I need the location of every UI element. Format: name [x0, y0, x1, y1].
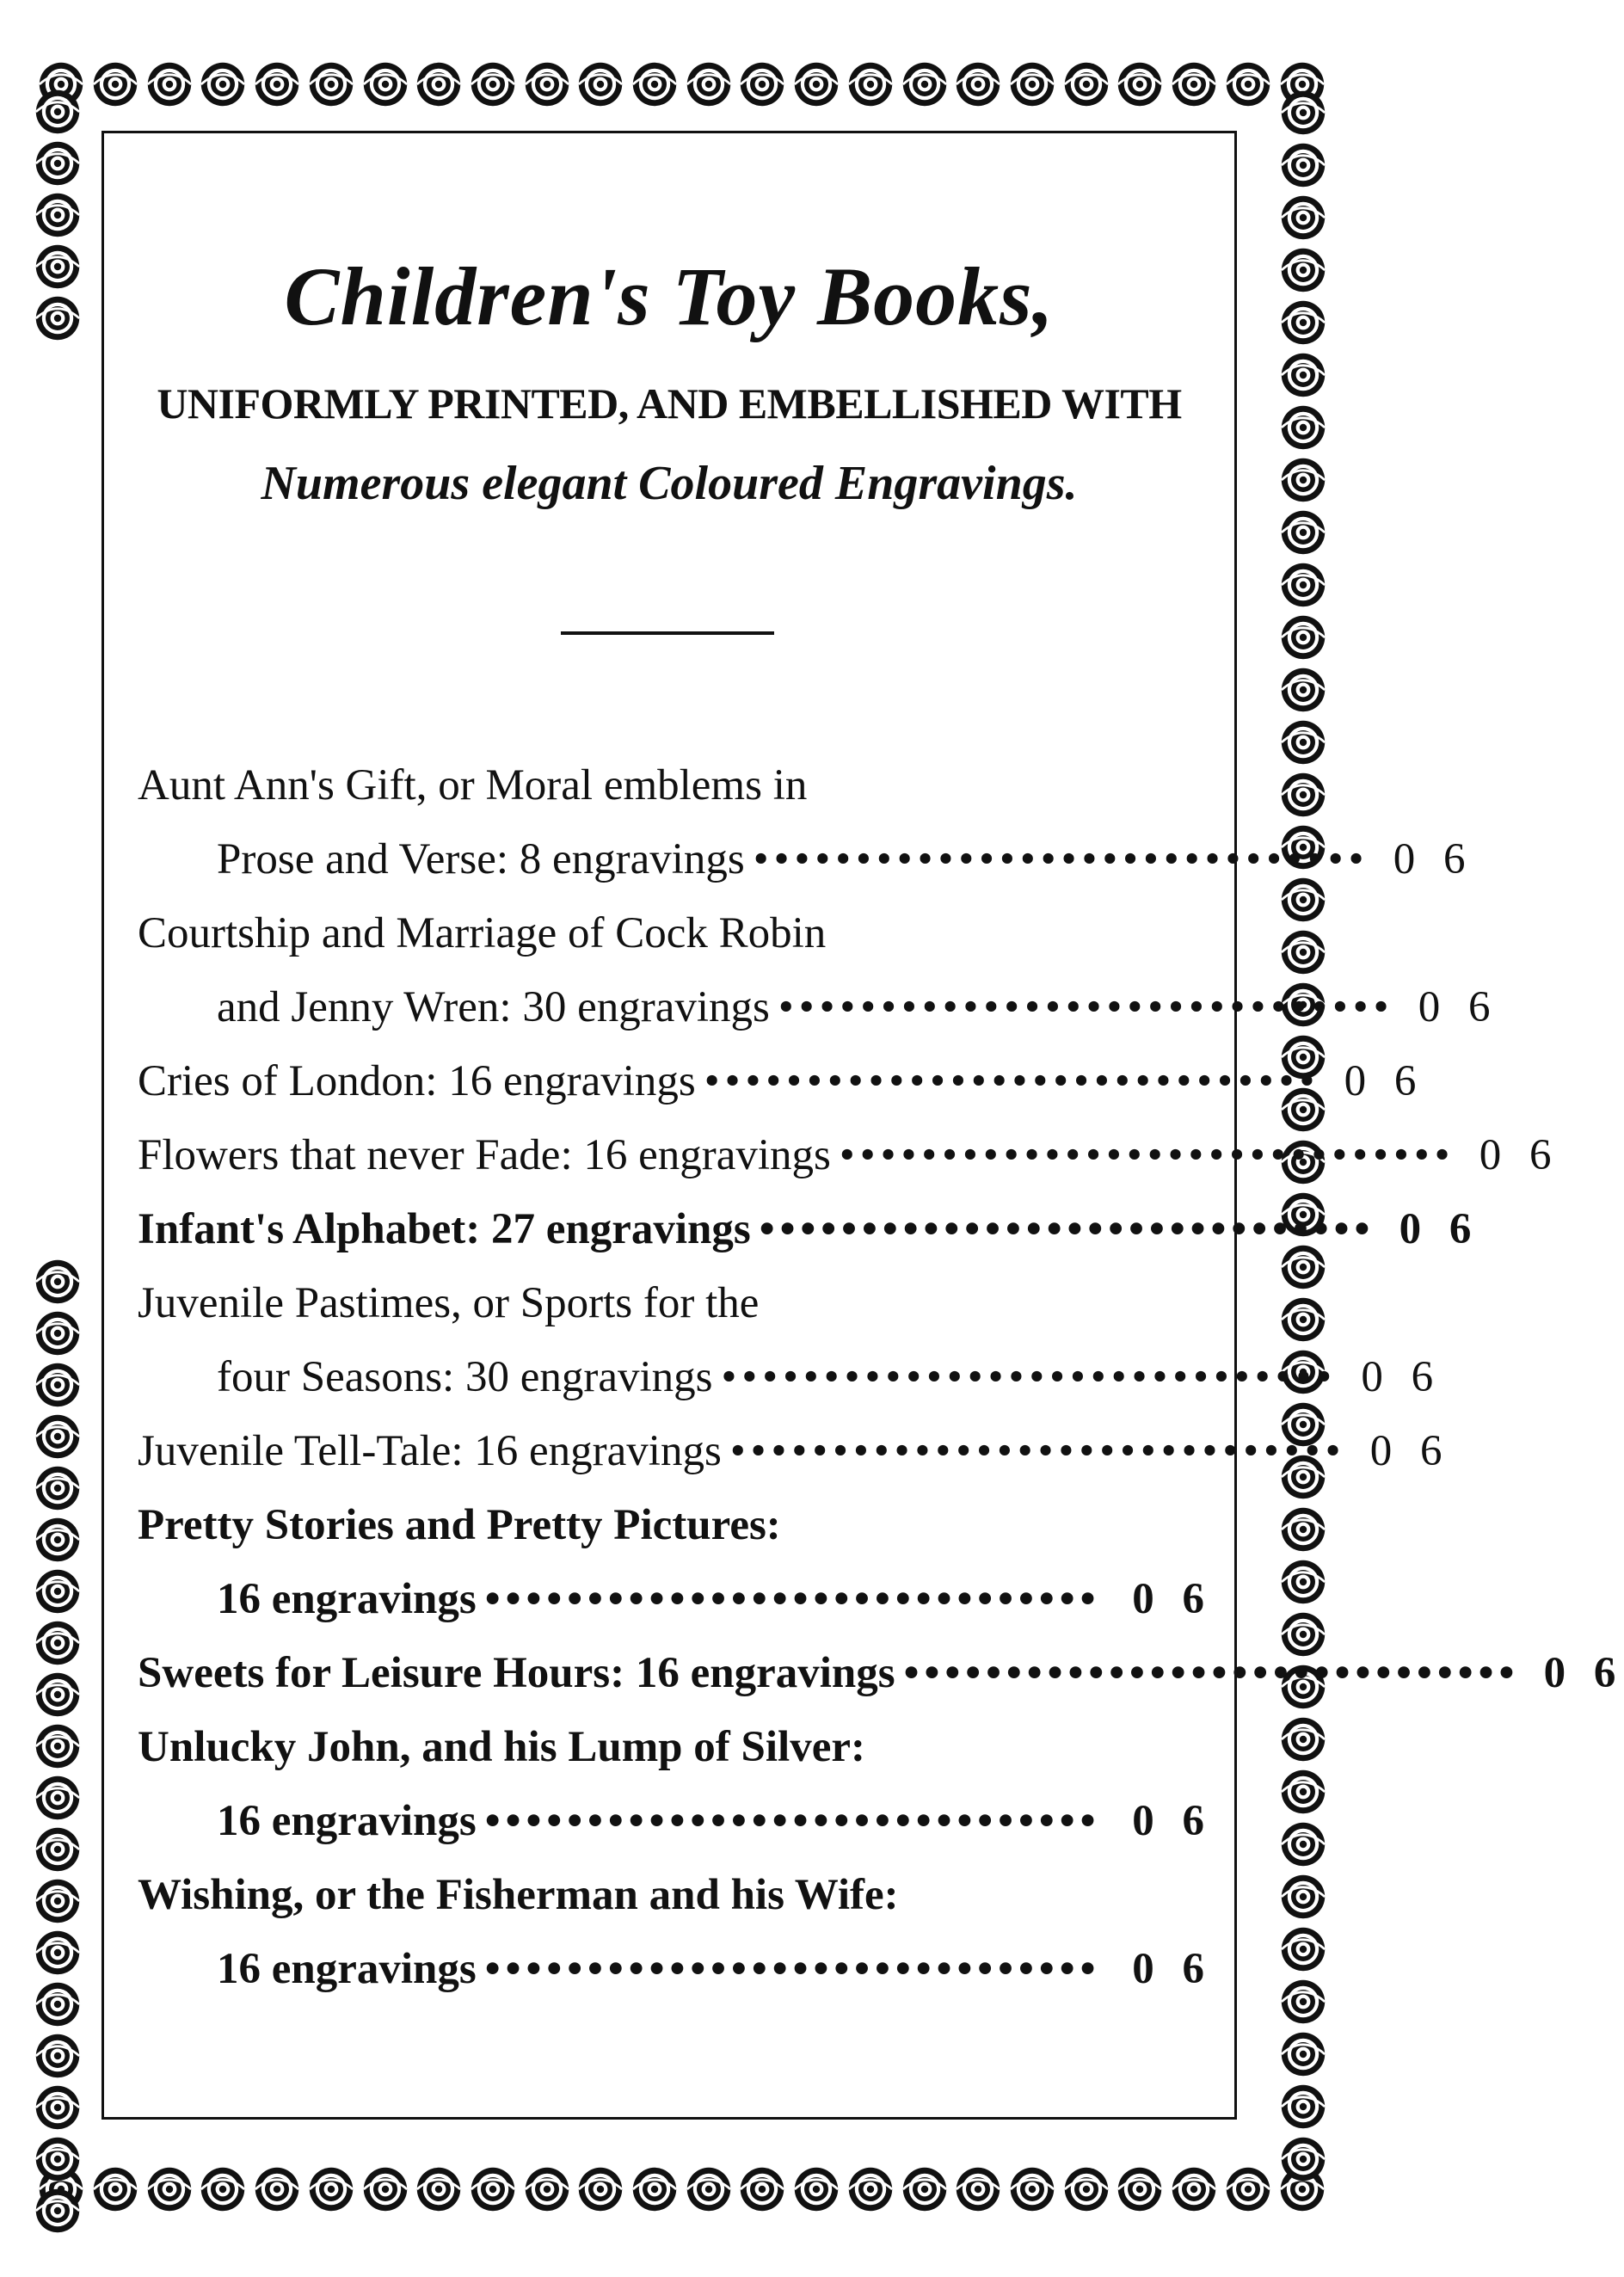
subtitle: UNIFORMLY PRINTED, AND EMBELLISHED WITH [157, 379, 1182, 428]
book-entry [138, 1636, 1624, 1710]
book-entry [138, 1858, 1213, 2006]
rosette-icon [1116, 2165, 1164, 2213]
rosette-icon [34, 1412, 82, 1461]
dot-leader: •••••••••••••••••••••••••••••• [484, 1945, 1101, 1993]
rosette-icon [1062, 60, 1110, 108]
rosette-icon [1279, 1873, 1327, 1921]
rosette-icon [576, 60, 624, 108]
book-title-text: Wishing, or the Fisherman and his Wife: [138, 1871, 899, 1919]
rosette-icon [34, 1309, 82, 1357]
dot-leader: •••••••••••••••••••••••••••••• [484, 1797, 1101, 1845]
book-entry-line [138, 970, 1499, 1044]
rosette-icon [199, 2165, 247, 2213]
book-title-text: four Seasons: 30 engravings [217, 1353, 713, 1401]
rosette-icon [1116, 60, 1164, 108]
rosette-icon [792, 2165, 840, 2213]
rosette-icon [1279, 298, 1327, 347]
rosette-icon [1279, 89, 1327, 137]
book-entry-line [138, 896, 1213, 970]
price: 0 6 [1393, 835, 1474, 883]
price: 0 6 [1543, 1649, 1624, 1697]
rosette-icon [34, 1619, 82, 1667]
rosette-icon [1279, 2083, 1327, 2131]
rosette-icon [738, 2165, 786, 2213]
ornamental-border-bottom [34, 2146, 1329, 2232]
book-title-text: Prose and Verse: 8 engravings [217, 835, 745, 883]
rosette-icon [91, 2165, 139, 2213]
price: 0 6 [1361, 1353, 1443, 1401]
book-entry-line [138, 1266, 1213, 1340]
subtitle-italic: Numerous elegant Coloured Engravings. [261, 457, 1078, 510]
rosette-icon [34, 1929, 82, 1977]
rosette-icon [34, 1774, 82, 1822]
rosette-icon [253, 60, 301, 108]
book-entry [138, 1710, 1213, 1858]
rosette-icon [34, 88, 82, 136]
rosette-icon [415, 60, 463, 108]
book-list [138, 748, 1624, 2006]
rosette-icon [1279, 718, 1327, 766]
book-entry-line [138, 1858, 1213, 1932]
rosette-icon [685, 2165, 733, 2213]
rosette-icon [1279, 2030, 1327, 2078]
rosette-icon [34, 2135, 82, 2183]
rosette-icon [523, 60, 571, 108]
rosette-icon [34, 1877, 82, 1925]
rosette-icon [34, 1825, 82, 1874]
rosette-icon [901, 60, 949, 108]
ornamental-border-left [24, 86, 91, 2185]
rosette-icon [1279, 613, 1327, 662]
rosette-icon [1279, 666, 1327, 714]
rosette-icon [1279, 1768, 1327, 1816]
rosette-icon [361, 60, 409, 108]
book-entry-line [138, 822, 1474, 896]
rosette-icon [1279, 1295, 1327, 1344]
dot-leader: •••••••••••••••••••••••••••••• [721, 1353, 1338, 1401]
book-entry-line [138, 1636, 1624, 1710]
book-entry-line [138, 748, 1213, 822]
rosette-icon [34, 1567, 82, 1615]
price: 0 6 [1132, 1945, 1213, 1993]
price: 0 6 [1479, 1131, 1560, 1179]
rosette-icon [415, 2165, 463, 2213]
book-entry-line [138, 1488, 1213, 1562]
rosette-icon [901, 2165, 949, 2213]
book-entry-line [138, 1932, 1213, 2006]
rosette-icon [631, 60, 679, 108]
rosette-icon [1279, 351, 1327, 399]
rosette-icon [307, 60, 355, 108]
rosette-icon [1279, 456, 1327, 504]
rosette-icon [1008, 60, 1056, 108]
rosette-icon [1062, 2165, 1110, 2213]
price: 0 6 [1418, 983, 1499, 1031]
price: 0 6 [1132, 1575, 1213, 1623]
page-title: Children's Toy Books, [284, 250, 1055, 343]
rosette-icon [1170, 2165, 1218, 2213]
book-title-text: 16 engravings [217, 1945, 477, 1993]
rosette-icon [954, 2165, 1002, 2213]
price: 0 6 [1399, 1205, 1480, 1253]
divider-rule [561, 631, 774, 635]
book-title-text: Juvenile Pastimes, or Sports for the [138, 1279, 760, 1327]
book-title-text: Flowers that never Fade: 16 engravings [138, 1131, 831, 1179]
book-entry-line [138, 1340, 1443, 1414]
rosette-icon [34, 1516, 82, 1564]
rosette-icon [1279, 246, 1327, 294]
dot-leader: •••••••••••••••••••••••••••••• [839, 1131, 1455, 1179]
rosette-icon [34, 191, 82, 239]
book-title-text: and Jenny Wren: 30 engravings [217, 983, 770, 1031]
rosette-icon [469, 2165, 517, 2213]
rosette-icon [253, 2165, 301, 2213]
rosette-icon [34, 2187, 82, 2235]
price: 0 6 [1344, 1057, 1425, 1105]
rosette-icon [199, 60, 247, 108]
rosette-icon [792, 60, 840, 108]
book-title-text: Juvenile Tell-Tale: 16 engravings [138, 1427, 722, 1475]
book-title-text: Pretty Stories and Pretty Pictures: [138, 1501, 781, 1549]
rosette-icon [846, 60, 895, 108]
rosette-icon [1008, 2165, 1056, 2213]
book-entry-line [138, 1414, 1451, 1488]
rosette-icon [1279, 1978, 1327, 2026]
dot-leader: •••••••••••••••••••••••••••••• [729, 1427, 1346, 1475]
book-entry [138, 1118, 1560, 1192]
book-entry [138, 1488, 1213, 1636]
rosette-icon [145, 2165, 194, 2213]
price: 0 6 [1132, 1797, 1213, 1845]
book-title-text: 16 engravings [217, 1797, 477, 1845]
book-entry [138, 1044, 1425, 1118]
rosette-icon [469, 60, 517, 108]
dot-leader: •••••••••••••••••••••••••••••• [903, 1649, 1520, 1697]
price: 0 6 [1369, 1427, 1451, 1475]
book-title-text: Cries of London: 16 engravings [138, 1057, 696, 1105]
rosette-icon [1279, 1715, 1327, 1763]
rosette-icon [34, 1980, 82, 2028]
rosette-icon [1279, 194, 1327, 242]
rosette-icon [846, 2165, 895, 2213]
rosette-icon [34, 1258, 82, 1306]
rosette-icon [361, 2165, 409, 2213]
rosette-icon [34, 1671, 82, 1719]
rosette-icon [1279, 928, 1327, 976]
rosette-icon [34, 1722, 82, 1770]
rosette-icon [1279, 561, 1327, 609]
dot-leader: •••••••••••••••••••••••••••••• [484, 1575, 1101, 1623]
rosette-icon [34, 243, 82, 291]
book-entry-line [138, 1710, 1213, 1784]
rosette-icon [34, 294, 82, 342]
rosette-icon [523, 2165, 571, 2213]
book-entry [138, 748, 1474, 896]
dot-leader: •••••••••••••••••••••••••••••• [753, 835, 1369, 883]
rosette-icon [738, 60, 786, 108]
rosette-icon [34, 139, 82, 188]
book-title-text: Sweets for Leisure Hours: 16 engravings [138, 1649, 895, 1697]
rosette-icon [1279, 1505, 1327, 1554]
book-entry [138, 1266, 1443, 1414]
rosette-icon [685, 60, 733, 108]
rosette-icon [34, 1464, 82, 1512]
book-title-text: 16 engravings [217, 1575, 477, 1623]
dot-leader: •••••••••••••••••••••••••••••• [759, 1205, 1375, 1253]
dot-leader: •••••••••••••••••••••••••••••• [778, 983, 1394, 1031]
book-entry-line [138, 1044, 1425, 1118]
book-entry-line [138, 1118, 1560, 1192]
rosette-icon [1279, 1925, 1327, 1973]
dot-leader: •••••••••••••••••••••••••••••• [704, 1057, 1320, 1105]
book-entry-line [138, 1784, 1213, 1858]
rosette-icon [307, 2165, 355, 2213]
rosette-icon [954, 60, 1002, 108]
rosette-icon [1279, 141, 1327, 189]
book-entry-line [138, 1562, 1213, 1636]
rosette-icon [1279, 771, 1327, 819]
rosette-icon [145, 60, 194, 108]
rosette-icon [1279, 403, 1327, 452]
rosette-icon [1170, 60, 1218, 108]
book-entry [138, 896, 1499, 1044]
rosette-icon [576, 2165, 624, 2213]
rosette-icon [631, 2165, 679, 2213]
book-title-text: Courtship and Marriage of Cock Robin [138, 909, 827, 957]
book-title-text: Infant's Alphabet: 27 engravings [138, 1205, 751, 1253]
rosette-icon [34, 2083, 82, 2132]
book-entry [138, 1192, 1480, 1266]
rosette-icon [91, 60, 139, 108]
book-title-text: Aunt Ann's Gift, or Moral emblems in [138, 761, 808, 809]
book-title-text: Unlucky John, and his Lump of Silver: [138, 1723, 865, 1771]
rosette-icon [1279, 2135, 1327, 2183]
rosette-icon [34, 2032, 82, 2080]
rosette-icon [1279, 508, 1327, 557]
rosette-icon [1279, 1820, 1327, 1868]
rosette-icon [34, 1361, 82, 1409]
book-entry-line [138, 1192, 1480, 1266]
ornamental-border-top [34, 41, 1329, 127]
rosette-icon [1279, 1558, 1327, 1606]
book-entry [138, 1414, 1451, 1488]
